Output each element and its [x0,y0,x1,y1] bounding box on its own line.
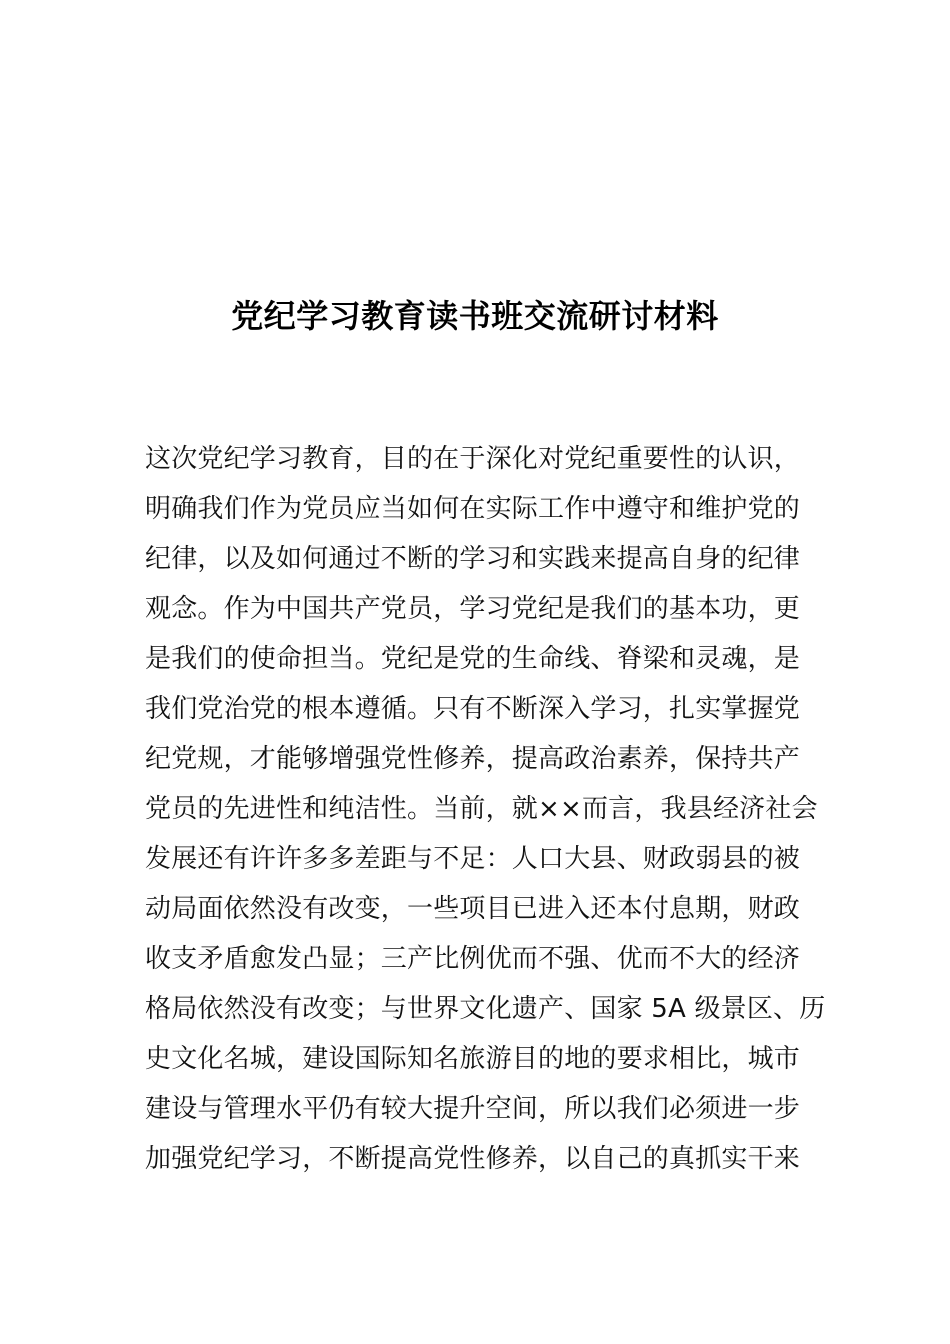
document-body [145,434,826,1184]
document-title: 党纪学习教育读书班交流研讨材料 [231,297,719,335]
body-line: 纪律，以及如何通过不断的学习和实践来提高自身的纪律 [145,544,801,574]
body-line: 党员的先进性和纯洁性。当前，就××而言，我县经济社会 [145,794,818,824]
body-line: 明确我们作为党员应当如何在实际工作中遵守和维护党的 [145,494,801,524]
body-line: 史文化名城，建设国际知名旅游目的地的要求相比，城市 [145,1044,801,1074]
body-line: 动局面依然没有改变，一些项目已进入还本付息期，财政 [145,894,801,924]
body-line: 观念。作为中国共产党员，学习党纪是我们的基本功，更 [145,594,801,624]
body-line: 是我们的使命担当。党纪是党的生命线、脊梁和灵魂，是 [145,644,801,674]
body-line: 这次党纪学习教育，目的在于深化对党纪重要性的认识， [145,444,801,474]
body-line: 格局依然没有改变；与世界文化遗产、国家 5A 级景区、历 [145,994,826,1024]
body-line: 我们党治党的根本遵循。只有不断深入学习，扎实掌握党 [145,694,801,724]
body-line: 建设与管理水平仍有较大提升空间，所以我们必须进一步 [145,1094,801,1124]
body-line: 收支矛盾愈发凸显；三产比例优而不强、优而不大的经济 [145,944,801,974]
body-line: 加强党纪学习，不断提高党性修养，以自己的真抓实干来 [145,1144,801,1174]
body-line: 发展还有许许多多差距与不足：人口大县、财政弱县的被 [145,844,801,874]
body-line: 纪党规，才能够增强党性修养，提高政治素养，保持共产 [145,744,801,774]
